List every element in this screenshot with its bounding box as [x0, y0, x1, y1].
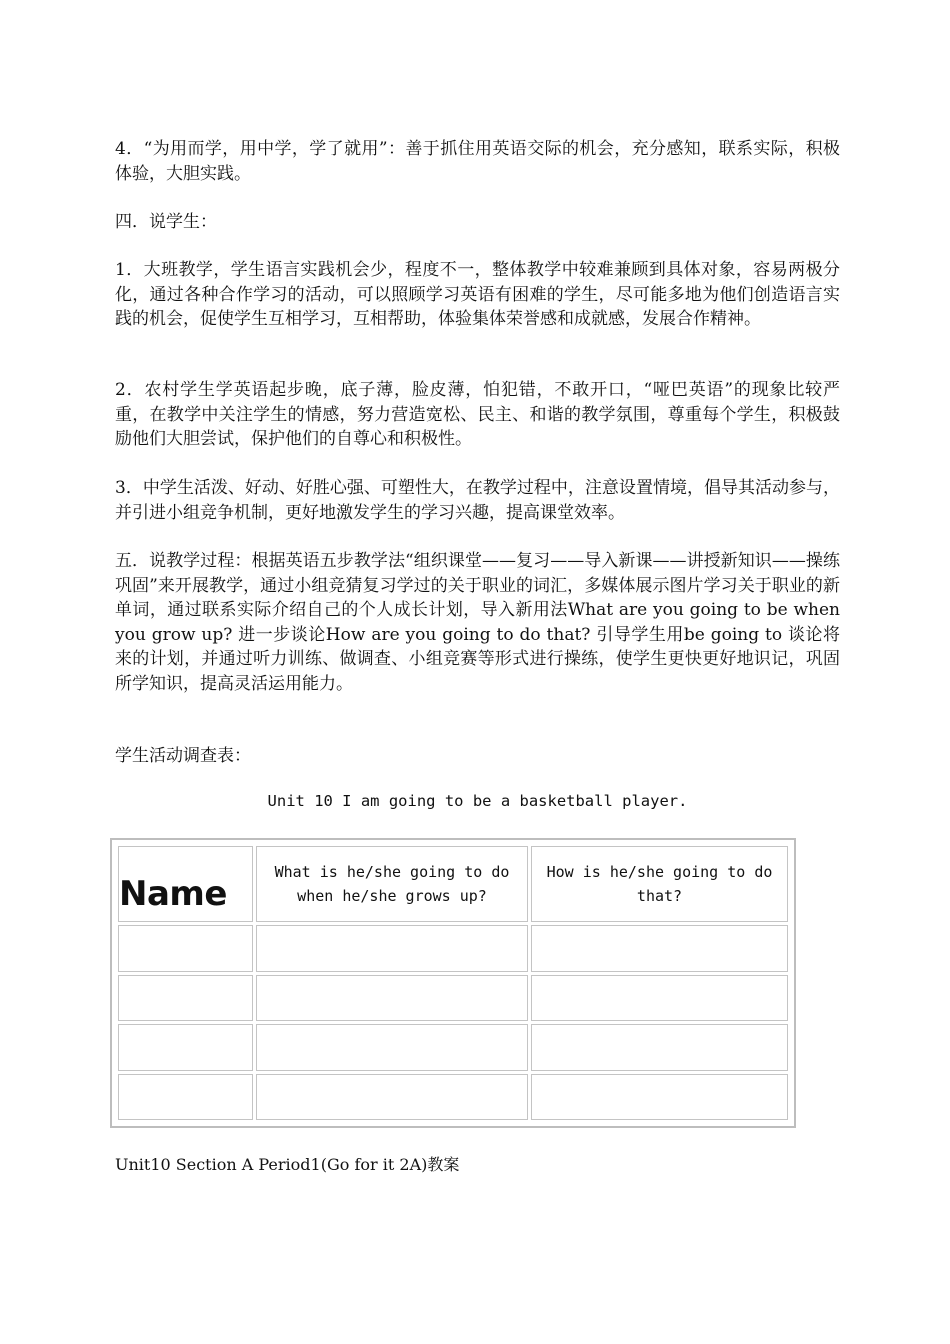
table-cell [256, 1024, 528, 1071]
header-future-job: What is he/she going to do when he/she grows up? [256, 846, 528, 922]
table-row [118, 1024, 788, 1071]
table-cell [118, 1024, 253, 1071]
paragraph-students-3: 3．中学生活泼、好动、好胜心强、可塑性大，在教学过程中，注意设置情境，倡导其活动参与，并引进小组竞争机制，更好地激发学生的学习兴趣，提高课堂效率。 [115, 478, 840, 523]
header-plan: How is he/she going to do that? [531, 846, 788, 922]
survey-table [110, 838, 796, 1128]
table-cell [531, 1024, 788, 1071]
paragraph-students-2: 2．农村学生学英语起步晚，底子薄，脸皮薄，怕犯错，不敢开口，“哑巴英语”的现象比较严重，在教学中关注学生的情感，努力营造宽松、民主、和谐的教学氛围，尊重每个学生，积极鼓励他们大胆尝试，保护他们的自尊心和积极性。 [115, 380, 840, 449]
table-row [118, 925, 788, 972]
table-row [118, 1074, 788, 1121]
table-cell [118, 1074, 253, 1121]
section-heading-students: 四．说学生： [115, 212, 217, 232]
table-cell [256, 1074, 528, 1121]
header-name: Name [118, 846, 253, 922]
table-cell [256, 975, 528, 1022]
survey-heading: 学生活动调查表： [115, 746, 251, 766]
table-cell [118, 975, 253, 1022]
table-cell [531, 1074, 788, 1121]
paragraph-principle-4: 4．“为用而学，用中学，学了就用”：善于抓住用英语交际的机会，充分感知，联系实际，积极体验，大胆实践。 [115, 139, 840, 184]
paragraph-teaching-process: 五．说教学过程：根据英语五步教学法“组织课堂——复习——导入新课——讲授新知识——操练巩固”来开展教学，通过小组竞猜复习学过的关于职业的词汇，多媒体展示图片学习关于职业的新单词，通过联系实际介绍自己的个人成长计划，导入新用法What are you going to be when you grow up? 进一步谈论How are you going to do that? 引导学生用be going to 谈论将来的计划，并通过听力训练、做调查、小组竞赛等形式进行操练，使学生更快更好地识记，巩固所学知识，提高灵活运用能力。 [115, 551, 840, 694]
paragraph-students-1: 1．大班教学，学生语言实践机会少，程度不一，整体教学中较难兼顾到具体对象，容易两极分化，通过各种合作学习的活动，可以照顾学习英语有困难的学生，尽可能多地为他们创造语言实践的机会，促使学生互相学习，互相帮助，体验集体荣誉感和成就感，发展合作精神。 [115, 260, 840, 329]
table-cell [531, 925, 788, 972]
table-cell [256, 925, 528, 972]
survey-caption: Unit 10 I am going to be a basketball player. [267, 792, 688, 810]
document-footer-title: Unit10 Section A Period1(Go for it 2A)教案 [115, 1155, 460, 1174]
table-row [118, 975, 788, 1022]
table-cell [531, 975, 788, 1022]
table-cell [118, 925, 253, 972]
table-header-row [118, 846, 788, 922]
